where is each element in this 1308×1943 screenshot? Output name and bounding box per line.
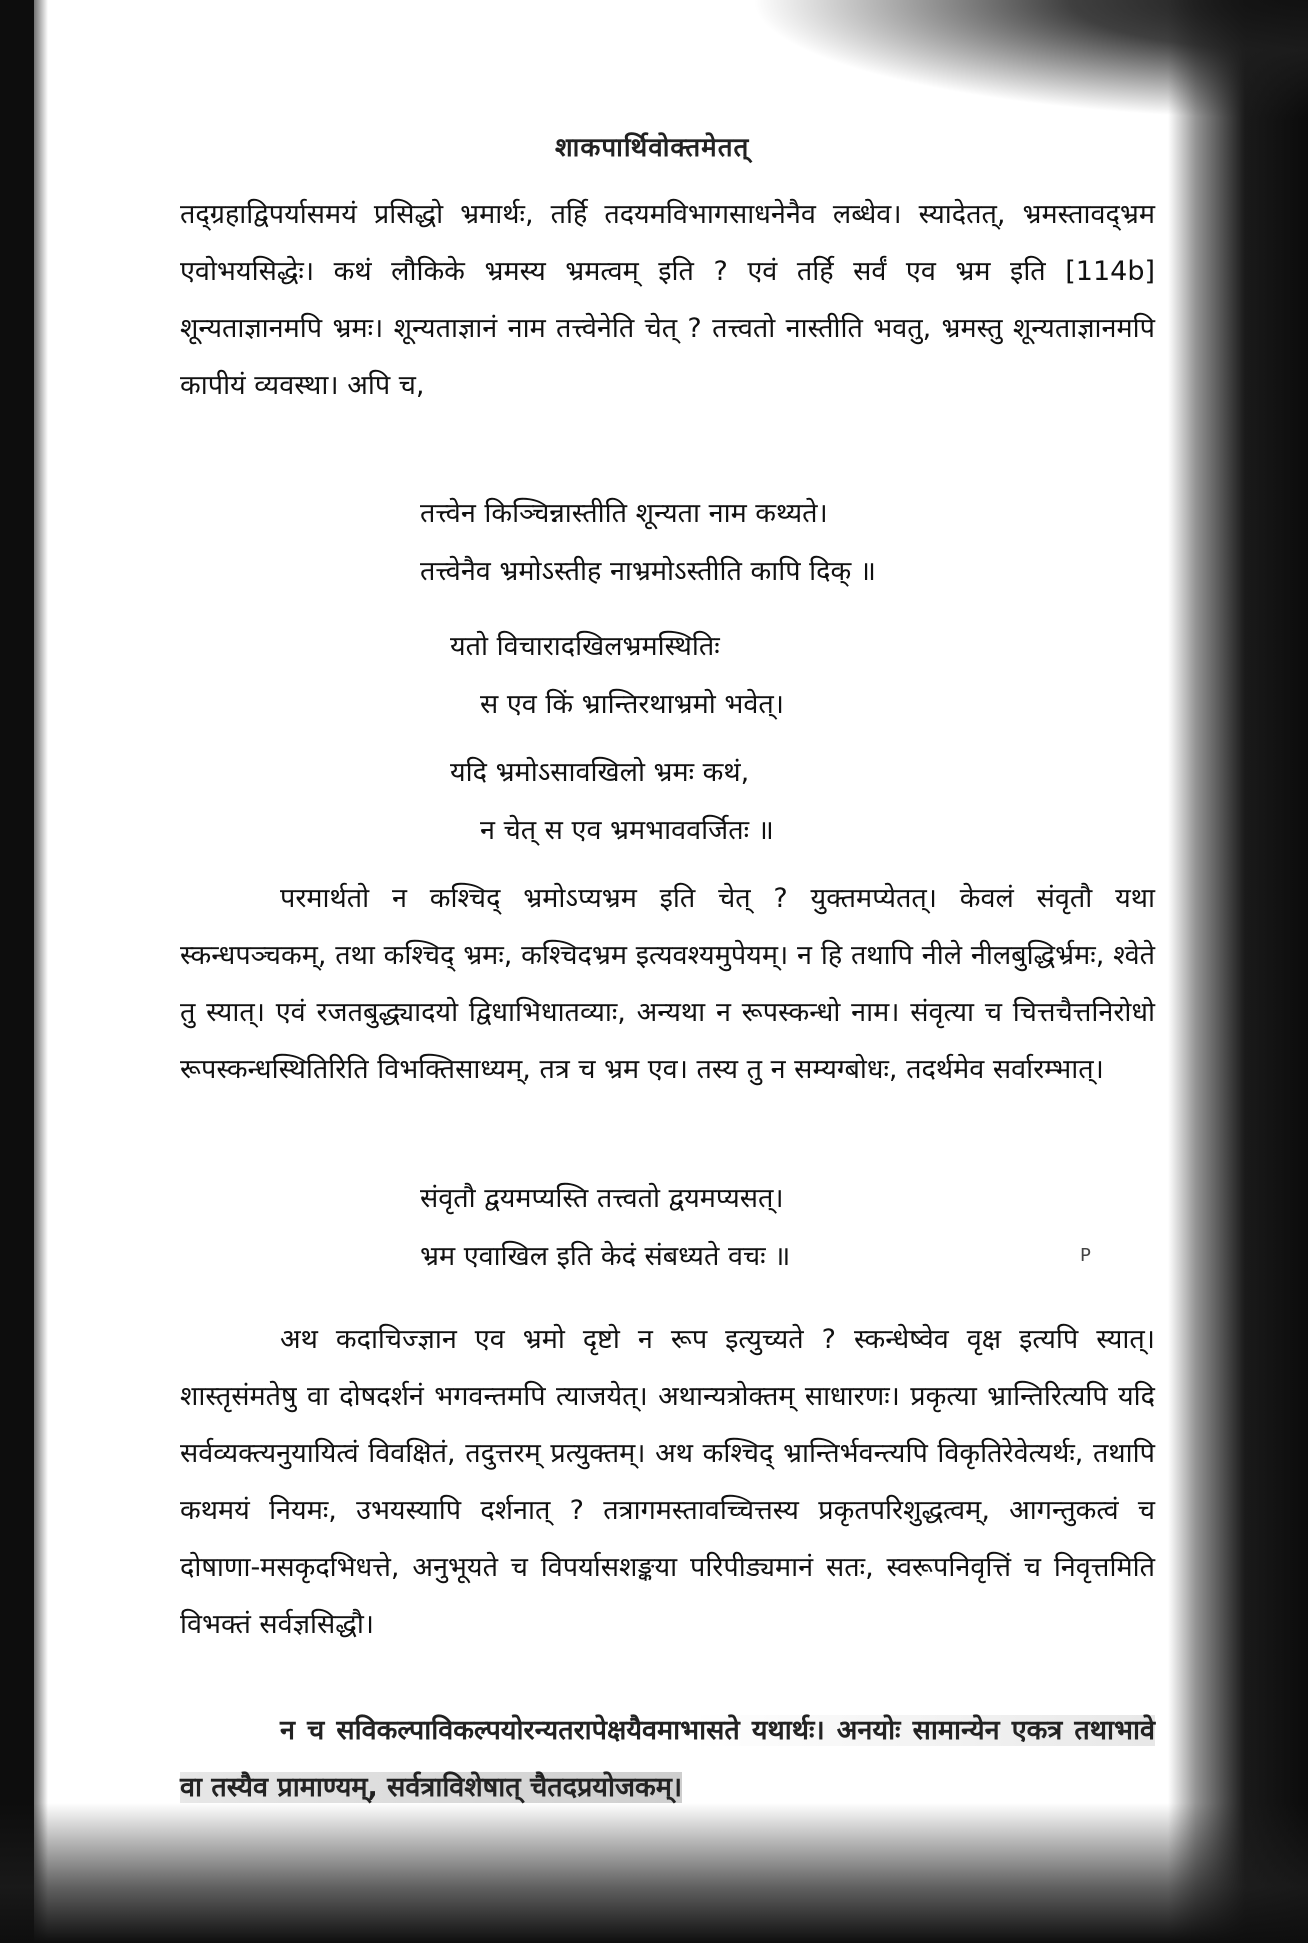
margin-note: P <box>1080 1245 1091 1266</box>
verse-2-line-2: स एव किं भ्रान्तिरथाभ्रमो भवेत्। <box>480 689 784 720</box>
verse-4-line-1: संवृतौ द्वयमप्यस्ति तत्त्वतो द्वयमप्यसत्। <box>420 1183 784 1214</box>
paragraph-1: तद्ग्रहाद्विपर्यासमयं प्रसिद्धो भ्रमार्थः, तर्हि तदयमविभागसाधनेनैव लब्धेव। स्यादेतत्, भ्रमस्तावद्भ्रम एवोभयसिद्धेः। कथं लौकिके भ्रमस्य भ्रमत्वम् इति ? एवं तर्हि सर्वं एव भ्रम इति [114b] शून्यताज्ञानमपि भ्रमः। शून्यताज्ञानं नाम तत्त्वेनेति चेत् ? तत्त्वतो नास्तीति भवतु, भ्रमस्तु शून्यताज्ञानमपि कापीयं व्यवस्था। अपि च, <box>180 199 1155 401</box>
verse-1-line-1: तत्त्वेन किञ्चिन्नास्तीति शून्यता नाम कथ्यते। <box>420 498 828 529</box>
verse-4 <box>420 1170 790 1286</box>
verse-4-line-2: भ्रम एवाखिल इति केदं संबध्यते वचः ॥ <box>420 1241 791 1272</box>
paragraph-4 <box>180 1702 1155 1816</box>
paragraph-4-text: न च सविकल्पाविकल्पयोरन्यतरापेक्षयैवमाभासते यथार्थः। अनयोः सामान्येन एकत्र तथाभावे वा तस्यैव प्रामाण्यम्, सर्वत्राविशेषात् चैतदप्रयोजकम्। <box>180 1715 1155 1803</box>
top-right-scan-shadow <box>748 0 1308 120</box>
verse-3-line-2: न चेत् स एव भ्रमभाववर्जितः ॥ <box>480 815 774 846</box>
binding-edge <box>0 0 34 1943</box>
verse-2-line-1: यतो विचारादखिलभ्रमस्थितिः <box>450 631 720 662</box>
running-head: शाकपार्थिवोक्तमेतत् <box>555 133 750 163</box>
right-scan-shadow <box>1168 0 1308 1943</box>
bottom-scan-shadow <box>0 1803 1308 1943</box>
paragraph-2: परमार्थतो न कश्चिद् भ्रमोऽप्यभ्रम इति चेत् ? युक्तमप्येतत्। केवलं संवृतौ यथा स्कन्धपञ्चकम्, तथा कश्चिद् भ्रमः, कश्चिदभ्रम इत्यवश्यमुपेयम्। न हि तथापि नीले नीलबुद्धिर्भ्रमः, श्वेते तु स्यात्। एवं रजतबुद्ध्यादयो द्विधाभिधातव्याः, अन्यथा न रूपस्कन्धो नाम। संवृत्या च चित्तचैत्तनिरोधो रूपस्कन्धस्थितिरिति विभक्तिसाध्यम्, तत्र च भ्रम एव। तस्य तु न सम्यग्बोधः, तदर्थमेव सर्वारम्भात्। <box>180 883 1155 1085</box>
verse-1 <box>420 485 876 601</box>
verse-3-line-1: यदि भ्रमोऽसावखिलो भ्रमः कथं, <box>450 757 750 788</box>
verse-1-line-2: तत्त्वेनैव भ्रमोऽस्तीह नाभ्रमोऽस्तीति कापि दिक् ॥ <box>420 556 876 587</box>
binding-shadow <box>34 0 48 1943</box>
paragraph-3: अथ कदाचिज्ज्ञान एव भ्रमो दृष्टो न रूप इत्युच्यते ? स्कन्धेष्वेव वृक्ष इत्यपि स्यात्। शास्तृसंमतेषु वा दोषदर्शनं भगवन्तमपि त्याजयेत्। अथान्यत्रोक्तम् साधारणः। प्रकृत्या भ्रान्तिरित्यपि यदि सर्वव्यक्त्यनुयायित्वं विवक्षितं, तदुत्तरम् प्रत्युक्तम्। अथ कश्चिद् भ्रान्तिर्भवन्त्यपि विकृतिरेवेत्यर्थः, तथापि कथमयं नियमः, उभयस्यापि दर्शनात् ? तत्रागमस्तावच्चित्तस्य प्रकृतपरिशुद्धत्वम्, आगन्तुकत्वं च दोषाणा-मसकृदभिधत्ते, अनुभूयते च विपर्यासशङ्कया परिपीड्यमानं सतः, स्वरूपनिवृत्तिं च निवृत्तमिति विभक्तं सर्वज्ञसिद्धौ। <box>180 1324 1155 1640</box>
